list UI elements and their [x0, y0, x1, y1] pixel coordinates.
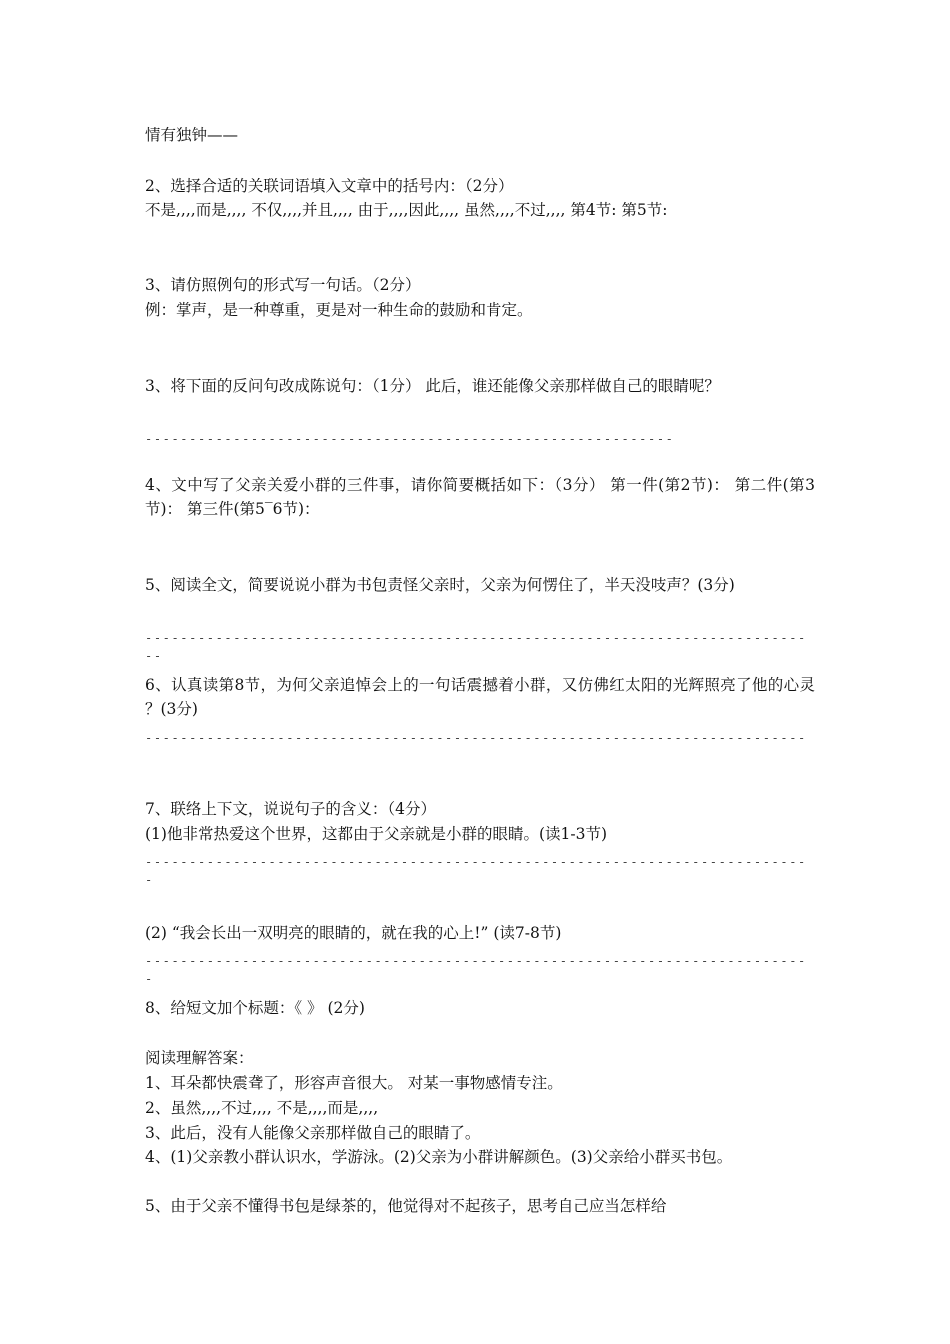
answer-key-heading: 阅读理解答案：: [145, 1049, 254, 1067]
question-5: 5、阅读全文，简要说说小群为书包责怪父亲时，父亲为何愣住了，半天没吱声？(3分): [145, 576, 735, 594]
answer-line: ----------------------------------------------------------------------------: [145, 954, 807, 986]
answer-line: ------------------------------------------------------------: [145, 432, 675, 446]
question-2: 2、选择合适的关联词语填入文章中的括号内：（2分）: [145, 177, 514, 195]
question-7: 7、联络上下文，说说句子的含义：（4分）: [145, 800, 436, 818]
answer-line: ----------------------------------------------------------------------------: [145, 855, 807, 887]
question-3-example: 例：掌声，是一种尊重，更是对一种生命的鼓励和肯定。: [145, 301, 533, 319]
question-3-imitate: 3、请仿照例句的形式写一句话。（2分）: [145, 276, 421, 294]
question-7-part-1: (1)他非常热爱这个世界，这都由于父亲就是小群的眼睛。(读1-3节): [145, 825, 608, 843]
answer-3: 3、此后，没有人能像父亲那样做自己的眼睛了。: [145, 1124, 481, 1142]
question-3-rewrite: 3、将下面的反问句改成陈说句：（1分） 此后，谁还能像父亲那样做自己的眼睛呢？: [145, 377, 720, 395]
answer-5: 5、由于父亲不懂得书包是绿茶的，他觉得对不起孩子，思考自己应当怎样给: [145, 1197, 667, 1215]
answer-1: 1、耳朵都快震聋了，形容声音很大。 对某一事物感情专注。: [145, 1074, 563, 1092]
question-2-options: 不是,,,,而是,,,, 不仅,,,,并且,,,, 由于,,,,因此,,,, 虽然,,,,不过,,,, 第4节: 第5节:: [145, 201, 668, 219]
answer-line: -----------------------------------------------------------------------------: [145, 631, 807, 663]
answer-line: ---------------------------------------------------------------------------: [145, 731, 807, 745]
answer-2: 2、虽然,,,,不过,,,, 不是,,,,而是,,,,: [145, 1099, 379, 1117]
question-7-part-2: (2) “我会长出一双明亮的眼睛的，就在我的心上!” (读7-8节): [145, 924, 562, 942]
question-4: 4、文中写了父亲关爱小群的三件事，请你简要概括如下：（3分） 第一件(第2节)： 第二件(第3节)： 第三件(第5‾6节)：: [145, 476, 815, 518]
question-6: 6、认真读第8节，为何父亲追悼会上的一句话震撼着小群，又仿佛红太阳的光辉照亮了他的心灵 ？(3分): [145, 676, 815, 718]
text-line-title-fragment: 情有独钟——: [145, 126, 239, 144]
answer-4: 4、(1)父亲教小群认识水，学游泳。(2)父亲为小群讲解颜色。(3)父亲给小群买书包。: [145, 1148, 733, 1166]
question-8: 8、给短文加个标题：《 》 (2分): [145, 999, 365, 1017]
